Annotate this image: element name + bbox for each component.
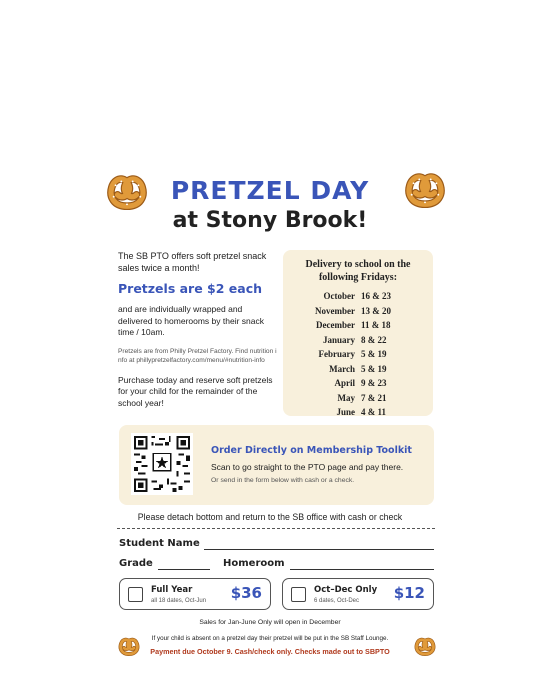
date-days: 9 & 23	[361, 378, 387, 389]
student-name-label: Student Name	[119, 538, 200, 549]
delivery-title: Delivery to school on the following Fridays:	[305, 259, 411, 283]
date-month: June	[336, 407, 355, 418]
option-price: $12	[393, 584, 425, 602]
date-row	[289, 318, 427, 333]
date-month: February	[318, 349, 355, 360]
date-days: 16 & 23	[361, 291, 391, 302]
payment-note: Payment due October 9. Cash/check only. Checks made out to SBPTO	[150, 647, 390, 656]
option-sub: 6 dates, Oct-Dec	[314, 598, 360, 604]
delivery-dates	[289, 289, 427, 420]
price-heading: Pretzels are $2 each	[118, 281, 263, 296]
grade-field[interactable]	[158, 569, 210, 570]
date-month: April	[334, 378, 355, 389]
date-days: 8 & 22	[361, 334, 387, 345]
option-sub: all 18 dates, Oct-Jun	[151, 598, 207, 604]
date-row	[289, 405, 427, 420]
oct-dec-option[interactable]	[282, 578, 434, 610]
date-row	[289, 362, 427, 377]
date-days: 5 & 19	[361, 363, 387, 374]
date-row	[289, 333, 427, 348]
option-price: $36	[230, 584, 262, 602]
info-column	[118, 250, 278, 409]
oct-dec-checkbox[interactable]	[291, 587, 306, 602]
title-stony-brook: at Stony Brook!	[172, 208, 368, 233]
sales-note: Sales for Jan-June Only will open in December	[199, 619, 341, 626]
date-month: December	[316, 320, 355, 331]
date-month: October	[323, 291, 355, 302]
order-title: Order Directly on Membership Toolkit	[211, 445, 412, 456]
absent-note: If your child is absent on a pretzel day their pretzel will be put in the SB Staff Lounge.	[151, 635, 389, 642]
intro-text: The SB PTO offers soft pretzel snack sales twice a month!	[118, 251, 267, 273]
delivery-panel	[283, 250, 433, 416]
date-row	[289, 376, 427, 391]
qr-code-icon[interactable]	[131, 433, 193, 495]
option-title: Oct–Dec Only	[314, 585, 378, 595]
homeroom-label: Homeroom	[223, 558, 285, 569]
source-text: Pretzels are from Philly Pretzel Factory. Find nutrition info at phillypretzelfactory.com/menu/#nutrition-info	[118, 347, 277, 364]
date-row	[289, 391, 427, 406]
student-name-field[interactable]	[204, 549, 434, 550]
grade-label: Grade	[119, 558, 153, 569]
date-days: 11 & 18	[361, 320, 391, 331]
date-month: November	[315, 305, 355, 316]
date-month: May	[337, 392, 355, 403]
date-month: January	[322, 334, 355, 345]
wrapped-text: and are individually wrapped and delivered to homerooms by their snack time / 10am.	[118, 304, 264, 337]
homeroom-field[interactable]	[290, 569, 434, 570]
purchase-text: Purchase today and reserve soft pretzels for your child for the remainder of the school year!	[118, 374, 273, 408]
date-row	[289, 304, 427, 319]
date-row	[289, 289, 427, 304]
order-text: Scan to go straight to the PTO page and pay there.	[211, 462, 404, 472]
order-panel	[119, 425, 434, 505]
date-days: 13 & 20	[361, 305, 391, 316]
date-days: 5 & 19	[361, 349, 387, 360]
full-year-checkbox[interactable]	[128, 587, 143, 602]
full-year-option[interactable]	[119, 578, 271, 610]
option-title: Full Year	[151, 585, 193, 595]
title-pretzel-day: PRETZEL DAY	[170, 176, 370, 205]
date-days: 4 & 11	[361, 407, 387, 418]
date-row	[289, 347, 427, 362]
date-days: 7 & 21	[361, 392, 387, 403]
cut-line	[117, 528, 435, 529]
date-month: March	[329, 363, 355, 374]
order-sub: Or send in the form below with cash or a check.	[211, 477, 355, 484]
detach-instruction: Please detach bottom and return to the SB office with cash or check	[137, 512, 403, 522]
